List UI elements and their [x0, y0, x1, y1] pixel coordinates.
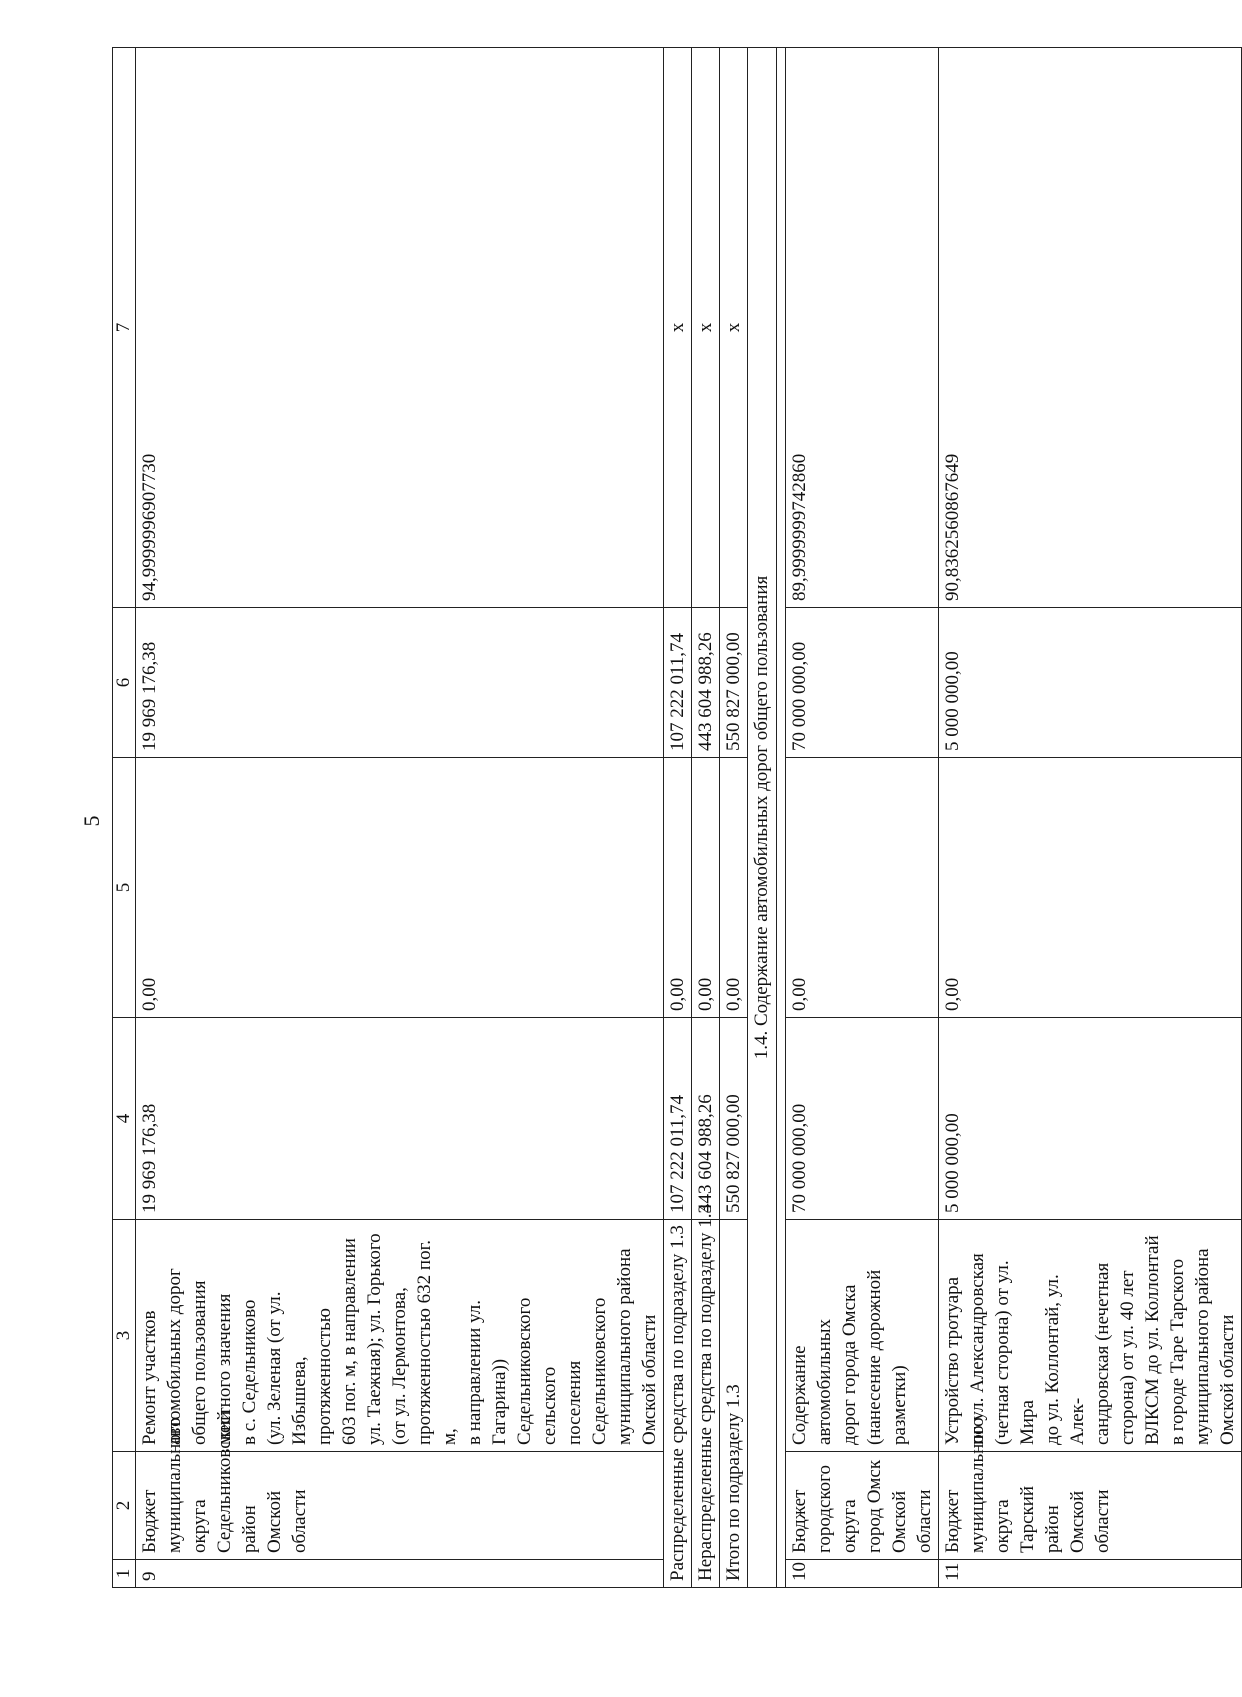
summary-label: Распределенные средства по подразделу 1.3 [664, 1220, 692, 1588]
header-cell: 6 [113, 608, 136, 758]
row-number: 11 [939, 1560, 1242, 1588]
table-row [786, 48, 939, 1588]
amount-cell: 0,00 [939, 758, 1242, 1018]
amount-cell: 0,00 [136, 758, 664, 1018]
amount-cell: 70 000 000,00 [786, 1018, 939, 1220]
amount-cell: 550 827 000,00 [720, 1018, 748, 1220]
summary-row [692, 48, 720, 1588]
description-cell: Ремонт участков автомобильных дорог общего пользования местного значения в с. Седельниково (ул. Зеленая (от ул. Избышева, протяженностью 603 пог. м, в направлении ул. Таежная); ул. Горького (от ул. Лермонтова, протяженностью 632 пог. м, в направлении ул. Гагарина)) Седельниковского сельского поселения Седельниковского муниципального района Омской области [136, 1220, 664, 1452]
budget-cell: Бюджет муниципального округа Тарский район Омской области [939, 1452, 1242, 1560]
summary-row [664, 48, 692, 1588]
percent-cell: 90,8362560867649 [939, 48, 1242, 608]
budget-cell: Бюджет муниципального округа Седельниковский район Омской области [136, 1452, 664, 1560]
header-row [113, 48, 136, 1588]
amount-cell: 107 222 011,74 [664, 608, 692, 758]
amount-cell: 5 000 000,00 [939, 1018, 1242, 1220]
amount-cell: 550 827 000,00 [720, 608, 748, 758]
budget-cell: Бюджет городского округа город Омск Омской области [786, 1452, 939, 1560]
header-cell: 3 [113, 1220, 136, 1452]
header-cell: 2 [113, 1452, 136, 1560]
percent-cell: 94,9999996907730 [136, 48, 664, 608]
amount-cell: 0,00 [692, 758, 720, 1018]
amount-cell: 19 969 176,38 [136, 608, 664, 758]
table-row [136, 48, 664, 1588]
spacer-row [777, 48, 786, 1588]
spacer-cell [777, 48, 786, 1588]
description-cell: Содержание автомобильных дорог города Омска (нанесение дорожной разметки) [786, 1220, 939, 1452]
x-cell: x [720, 48, 748, 608]
amount-cell: 0,00 [720, 758, 748, 1018]
budget-table [112, 47, 1242, 1588]
section-row [748, 48, 777, 1588]
row-number: 9 [136, 1560, 664, 1588]
percent-cell: 89,9999999742860 [786, 48, 939, 608]
header-cell: 4 [113, 1018, 136, 1220]
amount-cell: 443 604 988,26 [692, 608, 720, 758]
summary-row [720, 48, 748, 1588]
amount-cell: 443 604 988,26 [692, 1018, 720, 1220]
table-row [939, 48, 1242, 1588]
summary-label: Нераспределенные средства по подразделу 1.3 [692, 1220, 720, 1588]
amount-cell: 0,00 [664, 758, 692, 1018]
amount-cell: 70 000 000,00 [786, 608, 939, 758]
amount-cell: 19 969 176,38 [136, 1018, 664, 1220]
row-number: 10 [786, 1560, 939, 1588]
summary-label: Итого по подразделу 1.3 [720, 1220, 748, 1588]
header-cell: 1 [113, 1560, 136, 1588]
amount-cell: 107 222 011,74 [664, 1018, 692, 1220]
rotated-table-sheet [112, 48, 1238, 1588]
section-title: 1.4. Содержание автомобильных дорог общего пользования [748, 48, 777, 1588]
x-cell: x [664, 48, 692, 608]
rotated-content [112, 48, 1238, 1588]
amount-cell: 0,00 [786, 758, 939, 1018]
amount-cell: 5 000 000,00 [939, 608, 1242, 758]
description-cell: Устройство тротуара по ул. Александровская (четная сторона) от ул. Мира до ул. Коллонтай, ул. Алек- сандровская (нечетная сторона) от ул. 40 лет ВЛКСМ до ул. Коллонтай в городе Таре Тарского муниципального района Омской области [939, 1220, 1242, 1452]
x-cell: x [692, 48, 720, 608]
header-cell: 7 [113, 48, 136, 608]
page-number: 5 [79, 815, 104, 827]
header-cell: 5 [113, 758, 136, 1018]
